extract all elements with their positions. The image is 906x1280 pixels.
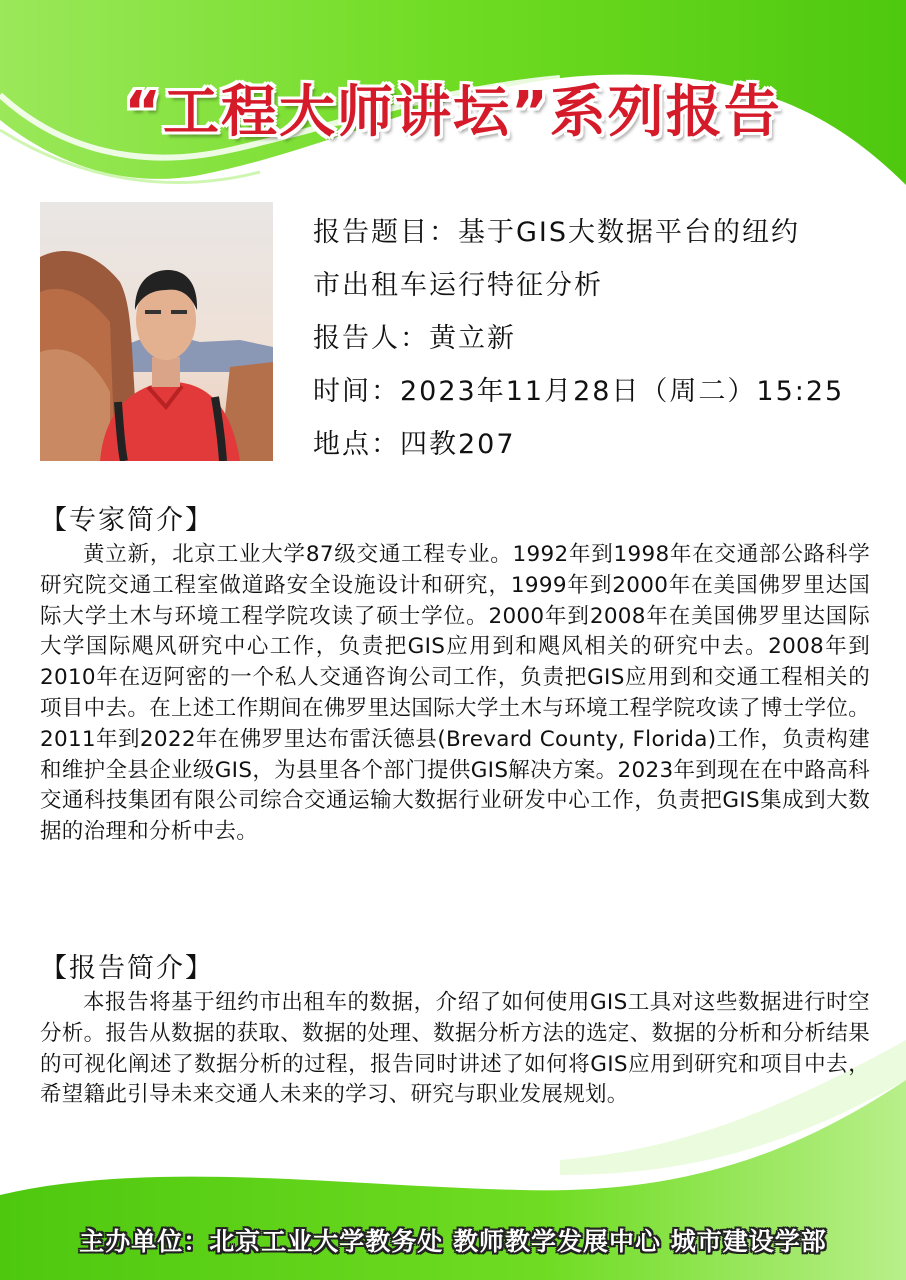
talk-info	[313, 206, 873, 471]
expert-bio-text: 黄立新，北京工业大学87级交通工程专业。1992年到1998年在交通部公路科学研究院交通工程室做道路安全设施设计和研究，1999年到2000年在美国佛罗里达国际大学土木与环境工程学院攻读了硕士学位。2000年到2008年在美国佛罗里达国际大学国际飓风研究中心工作，负责把GIS应用到和飓风相关的研究中去。2008年到2010年在迈阿密的一个私人交通咨询公司工作，负责把GIS应用到和交通工程相关的项目中去。在上述工作期间在佛罗里达国际大学土木与环境工程学院攻读了博士学位。2011年到2022年在佛罗里达布雷沃德县(Brevard County, Florida)工作，负责构建和维护全县企业级GIS，为县里各个部门提供GIS解决方案。2023年到现在在中路高科交通科技集团有限公司综合交通运输大数据行业研发中心工作，负责把GIS集成到大数据的治理和分析中去。	[40, 542, 870, 845]
report-summary-text: 本报告将基于纽约市出租车的数据，介绍了如何使用GIS工具对这些数据进行时空分析。报告从数据的获取、数据的处理、数据分析方法的选定、数据的分析和分析结果的可视化阐述了数据分析的过程，报告同时讲述了如何将GIS应用到研究和项目中去，希望籍此引导未来交通人未来的学习、研究与职业发展规划。	[40, 990, 870, 1108]
report-section-heading: 【报告简介】	[40, 953, 214, 984]
talk-topic-line2: 市出租车运行特征分析	[313, 270, 603, 301]
talk-topic-line1: 报告题目：基于GIS大数据平台的纽约	[313, 217, 801, 248]
speaker-photo	[40, 202, 273, 461]
talk-time: 时间：2023年11月28日（周二）15:25	[313, 376, 845, 407]
talk-location: 地点：四教207	[313, 429, 516, 460]
expert-section-heading: 【专家简介】	[40, 505, 214, 536]
organizer-footer: 主办单位：北京工业大学教务处 教师教学发展中心 城市建设学部	[79, 1227, 827, 1256]
page-title: “工程大师讲坛”系列报告	[124, 80, 782, 145]
talk-speaker: 报告人：黄立新	[313, 323, 516, 354]
